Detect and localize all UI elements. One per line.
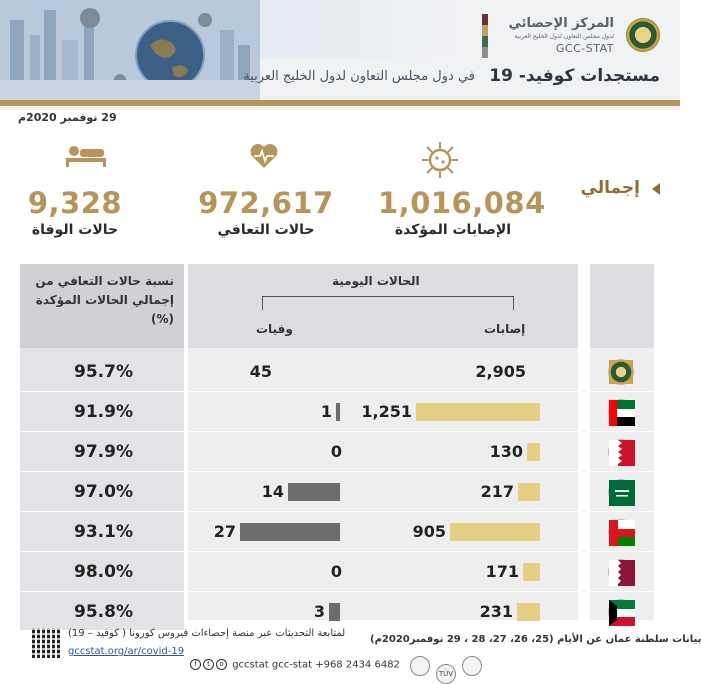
rate-cell: [20, 354, 184, 390]
table-row: [20, 394, 654, 430]
footer-social: [190, 659, 400, 671]
patient-bed-icon: [64, 142, 108, 168]
recovered-value: 972,617: [198, 186, 334, 220]
row-divider: [20, 471, 654, 472]
qr-code-pattern: [32, 628, 62, 658]
rate-cell: [20, 394, 184, 430]
table-row: [20, 434, 654, 470]
virus-globe-illustration: [0, 0, 260, 110]
deaths-bar: [329, 603, 340, 621]
recovery-rate-value: 97.9%: [74, 442, 133, 462]
header-divider: [0, 100, 680, 106]
twitter-icon[interactable]: t: [203, 659, 214, 670]
footer-follow-text: لمتابعة التحديثات عبر منصة إحصاءات فيروس كورونا ( كوفيد – 19): [68, 628, 346, 639]
flag-header-bg: [590, 264, 654, 348]
table-row: [20, 594, 654, 630]
row-divider: [20, 591, 654, 592]
recovered-label: حالات التعافي: [217, 222, 315, 238]
virus-icon: [420, 140, 460, 180]
recovery-rate-header: نسبة حالات التعافي من إجمالي الحالات المؤكدة (%): [35, 274, 174, 326]
deaths-value: 27: [213, 522, 236, 541]
total-tag: إجمالي: [580, 178, 640, 198]
deaths-bar: [288, 483, 340, 501]
recovery-rate-value: 97.0%: [74, 482, 133, 502]
org-name-arabic: المركز الإحصائي: [508, 16, 614, 31]
total-recovered: [196, 186, 336, 238]
deaths-value: 14: [261, 482, 284, 501]
cases-value: 1,251: [361, 402, 412, 421]
table-row: [20, 514, 654, 550]
uae-flag-icon: [608, 399, 634, 425]
header-banner: [0, 0, 680, 110]
table-row: [20, 554, 654, 590]
deaths-column-header: وفيات: [256, 322, 293, 336]
confirmed-value: 1,016,084: [378, 186, 546, 220]
total-confirmed: [378, 186, 546, 238]
table-row: [20, 354, 654, 390]
org-name-english: GCC-STAT: [555, 42, 614, 55]
facebook-icon[interactable]: f: [190, 659, 201, 670]
bahrain-flag-icon: [608, 439, 634, 465]
award-badge-icon: [462, 656, 482, 676]
deaths-label: حالات الوفاة: [31, 222, 119, 238]
deaths-value: 45: [249, 362, 272, 381]
header-bracket: [262, 296, 514, 310]
org-name-sub: لدول مجلس التعاون لدول الخليج العربية: [514, 33, 614, 40]
row-divider: [20, 391, 654, 392]
oman-flag-icon: [608, 519, 634, 545]
heart-pulse-icon: [248, 142, 280, 170]
rate-cell: [20, 434, 184, 470]
cases-bar: [450, 523, 540, 541]
cases-value: 217: [480, 482, 514, 501]
saudi-flag-icon: [608, 479, 634, 505]
qatar-flag-icon: [608, 559, 634, 585]
cases-bar: [517, 603, 540, 621]
iso-badge-icon: [410, 656, 430, 676]
deaths-value: 0: [330, 442, 342, 461]
gcc-emblem-icon: [626, 18, 660, 52]
cases-bar: [527, 443, 540, 461]
row-divider: [20, 511, 654, 512]
footer-oman-note: بيانات سلطنة عمان عن الأيام (25، 26، 27، 28 ، 29 نوفمبر2020م): [370, 634, 701, 645]
deaths-value: 0: [330, 562, 342, 581]
footer-social-handles: gccstat gcc-stat +968 2434 6482: [232, 659, 400, 671]
deaths-bar: [336, 403, 340, 421]
recovery-rate-value: 93.1%: [74, 522, 133, 542]
rate-cell: [20, 474, 184, 510]
row-divider: [20, 431, 654, 432]
page-title: مستجدات كوفيد- 19: [489, 66, 660, 86]
total-tag-arrow-icon: [652, 183, 660, 195]
tuv-badge: TÜV: [436, 664, 456, 684]
rate-cell: [20, 554, 184, 590]
cases-value: 171: [485, 562, 519, 581]
footer-link[interactable]: gccstat.org/ar/covid-19: [68, 646, 185, 657]
footer: [0, 626, 701, 680]
gcc-emblem-icon: [608, 359, 634, 385]
cases-value: 130: [489, 442, 523, 461]
deaths-bar: [240, 523, 340, 541]
deaths-value: 3: [313, 602, 325, 621]
rate-cell: [20, 594, 184, 630]
report-date: 29 نوفمبر 2020م: [18, 111, 117, 124]
row-divider: [20, 551, 654, 552]
table-row: [20, 474, 654, 510]
page-subtitle: في دول مجلس التعاون لدول الخليج العربية: [243, 69, 475, 84]
cases-bar: [518, 483, 540, 501]
rate-cell: [20, 514, 184, 550]
logo-bars: [482, 14, 488, 58]
cases-column-header: إصابات: [484, 322, 526, 336]
cases-value: 231: [479, 602, 513, 621]
deaths-value: 9,328: [27, 186, 123, 220]
total-deaths: [20, 186, 130, 238]
cases-bar: [523, 563, 540, 581]
certification-badges: [410, 656, 488, 684]
recovery-rate-value: 95.7%: [74, 362, 133, 382]
instagram-icon[interactable]: o: [216, 659, 227, 670]
cases-value: 905: [412, 522, 446, 541]
recovery-rate-value: 95.8%: [74, 602, 133, 622]
recovery-rate-value: 98.0%: [74, 562, 133, 582]
cases-value: 2,905: [475, 362, 526, 381]
kuwait-flag-icon: [608, 599, 634, 625]
deaths-value: 1: [320, 402, 332, 421]
daily-cases-header: الحالات اليومية: [332, 274, 420, 288]
cases-bar: [416, 403, 540, 421]
confirmed-label: الإصابات المؤكدة: [394, 222, 512, 238]
recovery-rate-value: 91.9%: [74, 402, 133, 422]
gcc-stat-logo: [460, 6, 660, 58]
